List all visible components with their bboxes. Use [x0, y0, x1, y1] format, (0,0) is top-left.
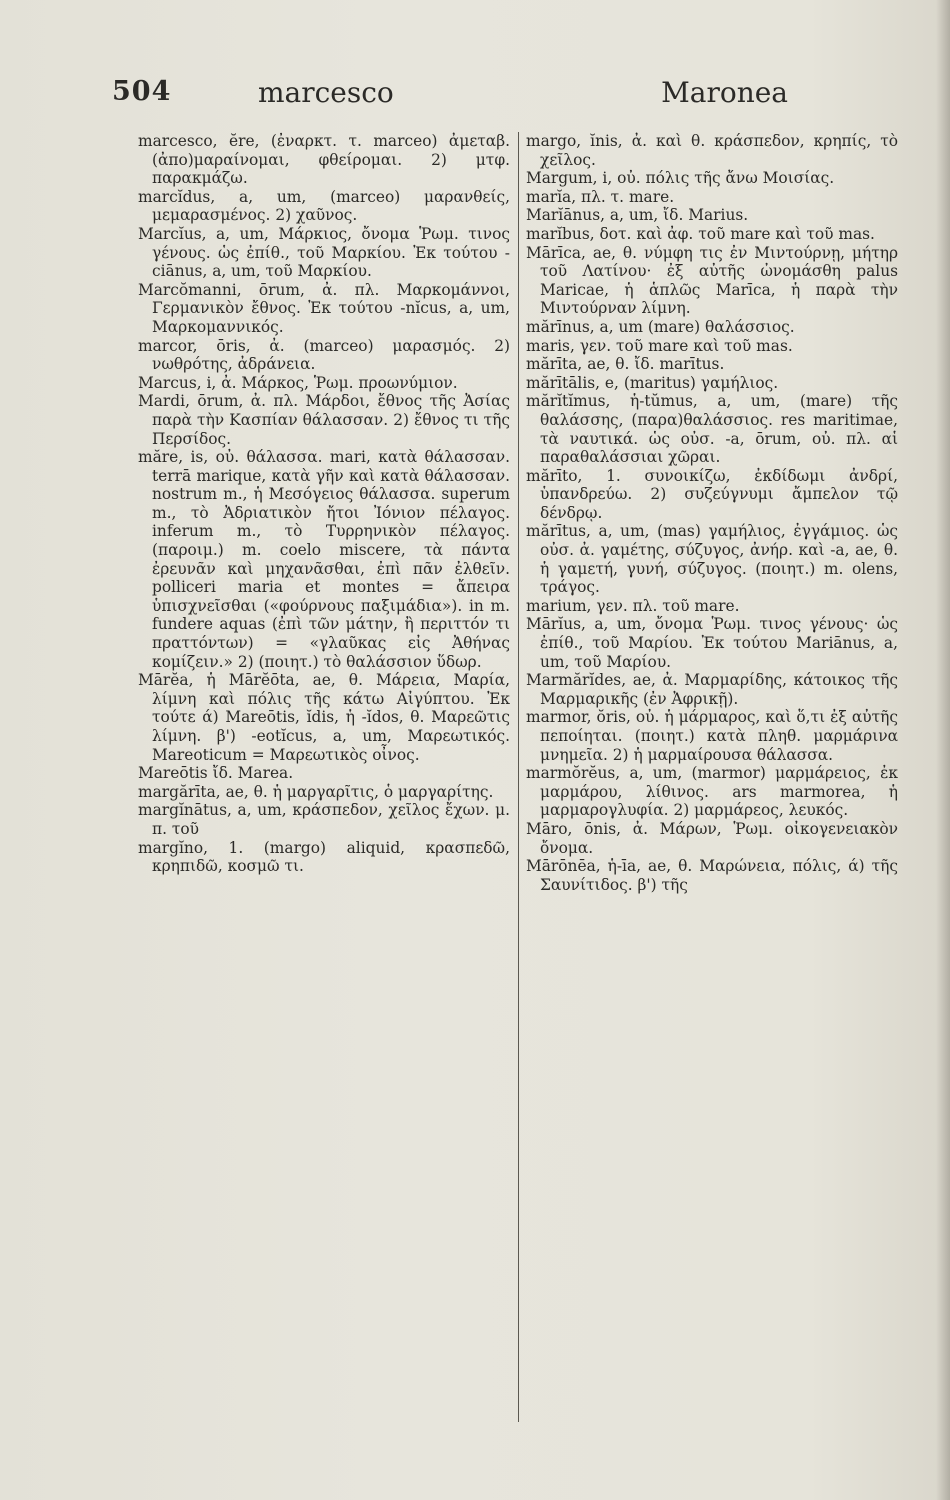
dictionary-entry: mărīto, 1. συνοικίζω, ἐκδίδωμι ἀνδρί, ὑπανδρεύω. 2) συζεύγνυμι ἄμπελον τῷ δένδρῳ. — [526, 466, 898, 522]
dictionary-entry: margĭno, 1. (margo) aliquid, κρασπεδῶ, κρηπιδῶ, κοσμῶ τι. — [138, 838, 510, 876]
dictionary-entry: Margum, i, οὐ. πόλις τῆς ἄνω Μοισίας. — [526, 169, 835, 188]
dictionary-entry: margĭnātus, a, um, κράσπεδον, χεῖλος ἔχων. μ. π. τοῦ — [138, 801, 510, 838]
dictionary-entry: Marcĭus, a, um, Μάρκιος, ὄνομα Ῥωμ. τινος γένους. ὡς ἐπίθ., τοῦ Μαρκίου. Ἐκ τούτου -ciānus, a, um, τοῦ Μαρκίου. — [138, 224, 510, 281]
dictionary-entry: Marĭānus, a, um, ἴδ. Marius. — [526, 206, 749, 225]
dictionary-entry: mărĭtĭmus, ἡ-tŭmus, a, um, (mare) τῆς θαλάσσης, (παρα)θαλάσσιος. res maritimae, τὰ ναυτικά. ὡς οὐσ. -a, ōrum, οὐ. πλ. αἱ παραθαλάσσιαι χῶραι. — [526, 392, 898, 467]
dictionary-entry: marcesco, ĕre, (ἐναρκτ. τ. marceo) ἀμεταβ. (ἀπο)μαραίνομαι, φθείρομαι. 2) μτφ. παρακμάζω. — [138, 132, 510, 188]
column-divider — [518, 132, 519, 1422]
dictionary-entry: Marcŏmanni, ōrum, ἀ. πλ. Μαρκομάννοι, Γερμανικὸν ἔθνος. Ἐκ τούτου -nĭcus, a, um, Μαρκομαννικός. — [138, 280, 510, 336]
dictionary-entry: marium, γεν. πλ. τοῦ mare. — [526, 596, 740, 615]
binding-shadow — [936, 0, 950, 1500]
dictionary-entry: măre, is, οὐ. θάλασσα. mari, κατὰ θάλασσαν. terrā marique, κατὰ γῆν καὶ κατὰ θάλασσαν. nostrum m., ἡ Μεσόγειος θάλασσα. superum m., τὸ Ἀδριατικὸν ἤτοι Ἰόνιον πέλαγος. inferum m., τὸ Τυρρηνικὸν πέλαγος. (παροιμ.) m. coelo miscere, τὰ πάντα ἐρευνᾶν καὶ μηχανᾶσθαι, ἐπὶ πᾶν ἐλθεῖν. polliceri maria et montes = ἄπειρα ὑπισχνεῖσθαι («φούρνους παξιμάδια»). in m. fundere aquas (ἐπὶ τῶν μάτην, ἢ περιττόν τι πραττόντων) = «γλαῦκας εἰς Ἀθήνας κομίζειν.» 2) (ποιητ.) τὸ θαλάσσιον ὕδωρ. — [138, 448, 510, 671]
left-column — [138, 132, 510, 876]
dictionary-entry: mărīnus, a, um (mare) θαλάσσιος. — [526, 317, 795, 336]
running-header — [112, 76, 788, 116]
dictionary-entry: mărītālis, e, (maritus) γαμήλιος. — [526, 373, 779, 392]
dictionary-entry: Mareōtis ἴδ. Marea. — [138, 764, 294, 783]
dictionary-entry: margărīta, ae, θ. ἡ μαργαρῖτις, ὁ μαργαρίτης. — [138, 782, 494, 801]
right-column — [526, 132, 898, 894]
dictionary-entry: Māro, ōnis, ἀ. Μάρων, Ῥωμ. οἰκογενειακὸν ὄνομα. — [526, 819, 898, 857]
dictionary-entry: Mārĭus, a, um, ὄνομα Ῥωμ. τινος γένους· ὡς ἐπίθ., τοῦ Μαρίου. Ἐκ τούτου Mariānus, a, um, τοῦ Μαρίου. — [526, 615, 898, 671]
dictionary-entry: marmŏrĕus, a, um, (marmor) μαρμάρειος, ἐκ μαρμάρου, λίθινος. ars marmorea, ἡ μαρμαρογλυφία. 2) μαρμάρεος, λευκός. — [526, 764, 898, 820]
dictionary-entry: margo, ĭnis, ἀ. καὶ θ. κράσπεδον, κρηπίς, τὸ χεῖλος. — [526, 132, 898, 169]
page-number: 504 — [112, 76, 172, 107]
dictionary-entry: marĭa, πλ. τ. mare. — [526, 187, 675, 206]
dictionary-entry: mărīta, ae, θ. ἴδ. marītus. — [526, 355, 725, 374]
dictionary-entry: Mārōnēa, ἡ-īa, ae, θ. Μαρώνεια, πόλις, ά) τῆς Σαυνίτιδος. β') τῆς — [526, 857, 898, 894]
dictionary-entry: maris, γεν. τοῦ mare καὶ τοῦ mas. — [526, 336, 793, 355]
guide-word-right: Maronea — [661, 76, 788, 109]
guide-word-left: marcesco — [258, 76, 394, 109]
dictionary-entry: marcĭdus, a, um, (marceo) μαρανθείς, μεμαρασμένος. 2) χαῦνος. — [138, 187, 510, 225]
dictionary-entry: marmor, ŏris, οὐ. ἡ μάρμαρος, καὶ ὅ,τι ἐξ αὐτῆς πεποίηται. (ποιητ.) κατὰ πληθ. μαρμάρινα μνημεῖα. 2) ἡ μαρμαίρουσα θάλασσα. — [526, 708, 898, 764]
dictionary-entry: Marcus, i, ἀ. Μάρκος, Ῥωμ. προωνύμιον. — [138, 373, 458, 392]
dictionary-entry: Mārīca, ae, θ. νύμφη τις ἐν Μιντούρνῃ, μήτηρ τοῦ Λατίνου· ἐξ αὐτῆς ὠνομάσθη palus Maricae, ἡ ἁπλῶς Marīca, ἡ παρὰ τὴν Μιντούρναν λίμνη. — [526, 243, 898, 318]
dictionary-entry: Marmărĭdes, ae, ἀ. Μαρμαρίδης, κάτοικος τῆς Μαρμαρικῆς (ἐν Ἀφρικῇ). — [526, 671, 898, 708]
dictionary-entry: marĭbus, δοτ. καὶ ἀφ. τοῦ mare καὶ τοῦ mas. — [526, 224, 875, 243]
dictionary-entry: mărītus, a, um, (mas) γαμήλιος, ἐγγάμιος. ὡς οὐσ. ἀ. γαμέτης, σύζυγος, ἀνήρ. καὶ -a, ae, θ. ἡ γαμετή, γυνή, σύζυγος. (ποιητ.) m. olens, τράγος. — [526, 522, 898, 597]
dictionary-entry: Mardi, ōrum, ἀ. πλ. Μάρδοι, ἔθνος τῆς Ἀσίας παρὰ τὴν Κασπίαν θάλασσαν. 2) ἔθνος τι τῆς Περσίδος. — [138, 392, 510, 448]
dictionary-entry: Mārĕa, ἡ Mārĕōta, ae, θ. Μάρεια, Μαρία, λίμνη καὶ πόλις τῆς κάτω Αἰγύπτου. Ἐκ τούτε ά) Mareōtis, ĭdis, ἡ -ĭdos, θ. Μαρεῶτις λίμνη. β') -eotĭcus, a, um, Μαρεωτικός. Mareoticum = Μαρεωτικὸς οἶνος. — [138, 671, 510, 764]
dictionary-entry: marcor, ōris, ἀ. (marceo) μαρασμός. 2) νωθρότης, ἀδράνεια. — [138, 336, 510, 374]
